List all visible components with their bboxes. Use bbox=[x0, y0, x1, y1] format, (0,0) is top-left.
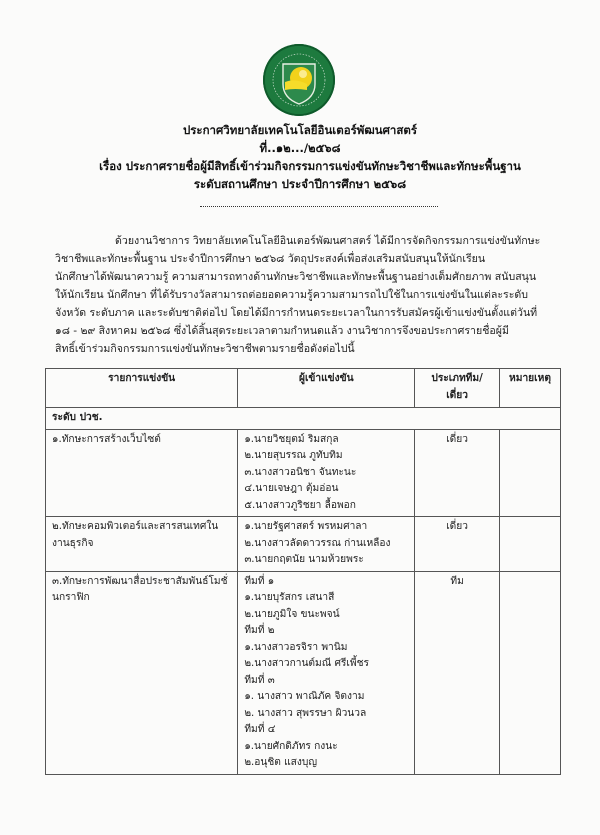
team-label: ทีมที่ ๑ bbox=[244, 575, 275, 587]
college-logo bbox=[263, 44, 335, 116]
event-cell: ๓.ทักษะการพัฒนาสื่อประชาสัมพันธ์โมชั่นกราฟิก bbox=[46, 571, 238, 774]
participant: ๒.นางสาวกานต์มณี ศรีเพี้ชร bbox=[244, 658, 369, 669]
participant: ๑.นายรัฐศาสตร์ พรหมศาลา bbox=[244, 521, 368, 532]
institution-title: ประกาศวิทยาลัยเทคโนโลยีอินเตอร์พัฒนศาสตร์ bbox=[182, 123, 418, 137]
participants-table bbox=[45, 368, 561, 775]
type-cell: เดี่ยว bbox=[415, 517, 500, 572]
participant: ๑.นายบุรัสกร เสนาสี bbox=[244, 592, 335, 603]
type-cell: เดี่ยว bbox=[415, 429, 500, 517]
table-row bbox=[46, 429, 561, 517]
participant: ๔.นายเจษฎา ตุ้มอ่อน bbox=[244, 483, 339, 494]
team-label: ทีมที่ ๒ bbox=[244, 625, 275, 636]
announcement-body bbox=[55, 232, 555, 358]
subject-line-1: เรื่อง ประกาศรายชื่อผู้มีสิทธิ์เข้าร่วมกิจกรรมการแข่งขันทักษะวิชาชีพและทักษะพื้นฐาน bbox=[99, 159, 521, 173]
event-cell: ๑.ทักษะการสร้างเว็บไซต์ bbox=[46, 429, 238, 517]
participant: ๒.นางสาวลัดดาวรรณ ก่านเหลือง bbox=[244, 537, 391, 549]
body-line: นักศึกษาได้พัฒนาความรู้ ความสามารถทางด้านทักษะวิชาชีพและทักษะพื้นฐานอย่างเต็มศักยภาพ สนับสนุน bbox=[55, 271, 537, 283]
table-row bbox=[46, 571, 561, 774]
level-label: ระดับ ปวช. bbox=[46, 408, 561, 430]
participant: ๑.นางสาวอรจิรา พานิม bbox=[244, 641, 348, 653]
announcement-number: ที่..๑๒.../๒๕๖๘ bbox=[259, 141, 341, 155]
table-row bbox=[46, 517, 561, 572]
body-line: ให้นักเรียน นักศึกษา ที่ได้รับรางวัลสามารถต่อยอดความรู้ความสามารถไปใช้ในการแข่งขันในแต่ละระดับ bbox=[55, 289, 529, 301]
participant: ๒.นายสุบรรณ ภูทับทิม bbox=[244, 450, 343, 461]
type-cell: ทีม bbox=[415, 571, 500, 774]
table-header-row bbox=[46, 369, 561, 408]
event-cell: ๒.ทักษะคอมพิวเตอร์และสารสนเทศในงานธุรกิจ bbox=[46, 517, 238, 572]
participant: ๒.อนุชิต แสงบุญ bbox=[244, 757, 318, 768]
participant: ๓.นางสาวอนิชา จันทะนะ bbox=[244, 466, 357, 478]
team-label: ทีมที่ ๔ bbox=[244, 724, 276, 735]
header-event: รายการแข่งขัน bbox=[46, 369, 238, 408]
participant: ๑.นายวิชยุตม์ ริมสกุล bbox=[244, 433, 339, 445]
participant: ๓.นายกฤตนัย นามห้วยพระ bbox=[244, 554, 364, 565]
team-label: ทีมที่ ๓ bbox=[244, 674, 275, 686]
participant: ๑. นางสาว พาณิภัค จิตงาม bbox=[244, 691, 365, 702]
body-line: ด้วยงานวิชาการ วิทยาลัยเทคโนโลยีอินเตอร์พัฒนศาสตร์ ได้มีการจัดกิจกรรมการแข่งขันทักษะ bbox=[115, 235, 541, 247]
note-cell bbox=[500, 429, 561, 517]
participant: ๕.นางสาวภูริชยา ลื้อพอก bbox=[244, 499, 356, 511]
emblem-icon bbox=[263, 44, 335, 116]
participants-cell bbox=[238, 429, 415, 517]
level-row bbox=[46, 408, 561, 430]
note-cell bbox=[500, 571, 561, 774]
participant: ๒.นายภูมิใจ ขนะพจน์ bbox=[244, 608, 340, 620]
participants-cell bbox=[238, 517, 415, 572]
body-line: สิทธิ์เข้าร่วมกิจกรรมการแข่งขันทักษะวิชาชีพตามรายชื่อดังต่อไปนี้ bbox=[55, 343, 355, 355]
header-type: ประเภททีม/ เดี่ยว bbox=[415, 369, 500, 408]
participant: ๒. นางสาว สุพรรษา ผิวนวล bbox=[244, 707, 367, 719]
participant: ๑.นายศักดิภัทร กงนะ bbox=[244, 740, 338, 752]
header-note: หมายเหตุ bbox=[500, 369, 561, 408]
note-cell bbox=[500, 517, 561, 572]
dotted-separator bbox=[200, 206, 438, 207]
participants-cell bbox=[238, 571, 415, 774]
body-line: จังหวัด ระดับภาค และระดับชาติต่อไป โดยได้มีการกำหนดระยะเวลาในการรับสมัครผู้เข้าแข่งขันตั้งแต่วันที่ bbox=[55, 307, 538, 319]
header-participants: ผู้เข้าแข่งขัน bbox=[238, 369, 415, 408]
body-line: วิชาชีพและทักษะพื้นฐาน ประจำปีการศึกษา ๒๕๖๘ วัตถุประสงค์เพื่อส่งเสริมสนับสนุนให้นักเรียน bbox=[55, 253, 486, 265]
body-line: ๑๘ - ๒๙ สิงหาคม ๒๕๖๘ ซึ่งได้สิ้นสุดระยะเวลาตามกำหนดแล้ว งานวิชาการจึงขอประกาศรายชื่อผู้มี bbox=[55, 325, 509, 337]
subject-line-2: ระดับสถานศึกษา ประจำปีการศึกษา ๒๕๖๘ bbox=[193, 177, 407, 191]
